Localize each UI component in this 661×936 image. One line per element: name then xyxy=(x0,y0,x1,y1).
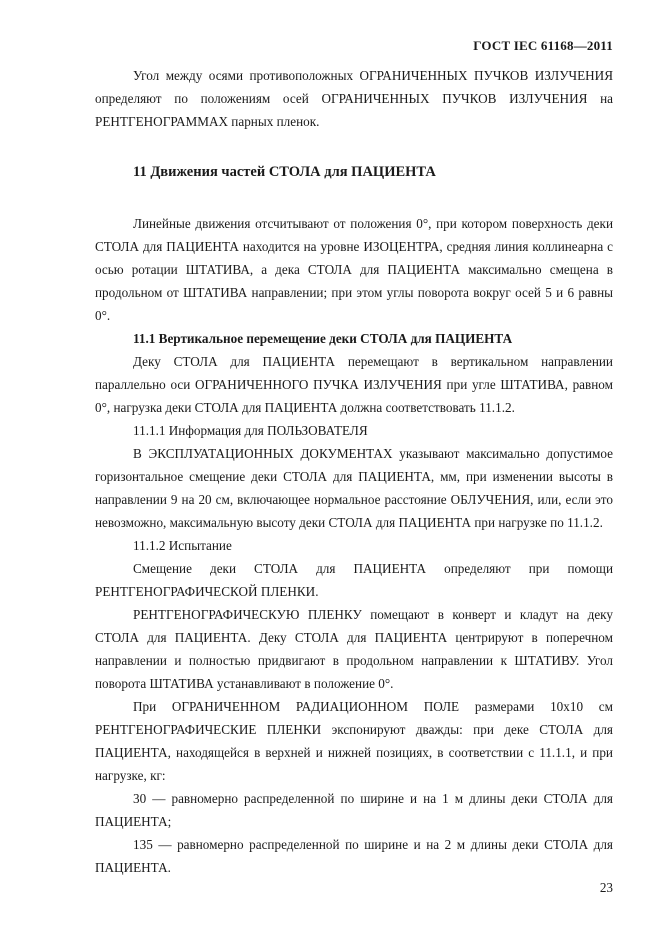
page-number: 23 xyxy=(599,880,613,895)
intro-paragraph: Угол между осями противоположных ОГРАНИЧЕННЫХ ПУЧКОВ ИЗЛУЧЕНИЯ определяют по положениям осей ОГРАНИЧЕННЫХ ПУЧКОВ ИЗЛУЧЕНИЯ на РЕНТГЕНОГРАММАХ парных пленок. xyxy=(95,68,613,129)
load-item: 30 — равномерно распределенной по ширине и на 1 м длины деки СТОЛА для ПАЦИЕНТА; xyxy=(95,791,613,829)
test-paragraph: Смещение деки СТОЛА для ПАЦИЕНТА определяют при помощи РЕНТГЕНОГРАФИЧЕСКОЙ ПЛЕНКИ. xyxy=(95,561,613,599)
test-paragraph: При ОГРАНИЧЕННОМ РАДИАЦИОННОМ ПОЛЕ размерами 10x10 см РЕНТГЕНОГРАФИЧЕСКИЕ ПЛЕНКИ экспонируют дважды: при деке СТОЛА для ПАЦИЕНТА, находящейся в верхней и нижней позициях, в соответствии с 11.1.1, и при нагрузке, кг: xyxy=(95,699,613,783)
item-11-1-1-paragraph: В ЭКСПЛУАТАЦИОННЫХ ДОКУМЕНТАХ указывают максимально допустимое горизонтальное смещение деки СТОЛА для ПАЦИЕНТА, мм, при изменении высоты в направлении 9 на 20 см, включающее нормальное расстояние ОБЛУЧЕНИЯ, или, если это невозможно, максимальную высоту деки СТОЛА для ПАЦИЕНТА при нагрузке по 11.1.2. xyxy=(95,446,613,530)
section-title: 11 Движения частей СТОЛА для ПАЦИЕНТА xyxy=(133,164,436,180)
subsection-title: 11.1 Вертикальное перемещение деки СТОЛА для ПАЦИЕНТА xyxy=(133,331,513,346)
item-11-1-2-title: 11.1.2 Испытание xyxy=(133,538,232,553)
section-paragraph: Линейные движения отсчитывают от положения 0°, при котором поверхность деки СТОЛА для ПАЦИЕНТА находится на уровне ИЗОЦЕНТРА, средняя линия коллинеарна с осью ротации ШТАТИВА, а дека СТОЛА для ПАЦИЕНТА максимально смещена в продольном от ШТАТИВА направлении; при этом углы поворота вокруг осей 5 и 6 равны 0°. xyxy=(95,216,613,323)
test-paragraph: РЕНТГЕНОГРАФИЧЕСКУЮ ПЛЕНКУ помещают в конверт и кладут на деку СТОЛА для ПАЦИЕНТА. Деку СТОЛА для ПАЦИЕНТА центрируют в поперечном направлении и полностью придвигают в продольном направлении к ШТАТИВУ. Угол поворота ШТАТИВА устанавливают в положение 0°. xyxy=(95,607,613,691)
load-item: 135 — равномерно распределенной по ширине и на 2 м длины деки СТОЛА для ПАЦИЕНТА. xyxy=(95,837,613,875)
subsection-paragraph: Деку СТОЛА для ПАЦИЕНТА перемещают в вертикальном направлении параллельно оси ОГРАНИЧЕННОГО ПУЧКА ИЗЛУЧЕНИЯ при угле ШТАТИВА, равном 0°, нагрузка деки СТОЛА для ПАЦИЕНТА должна соответствовать 11.1.2. xyxy=(95,354,613,415)
page-content xyxy=(95,64,613,879)
item-11-1-1-title: 11.1.1 Информация для ПОЛЬЗОВАТЕЛЯ xyxy=(133,423,368,438)
document-header: ГОСТ IEC 61168—2011 xyxy=(473,38,613,53)
